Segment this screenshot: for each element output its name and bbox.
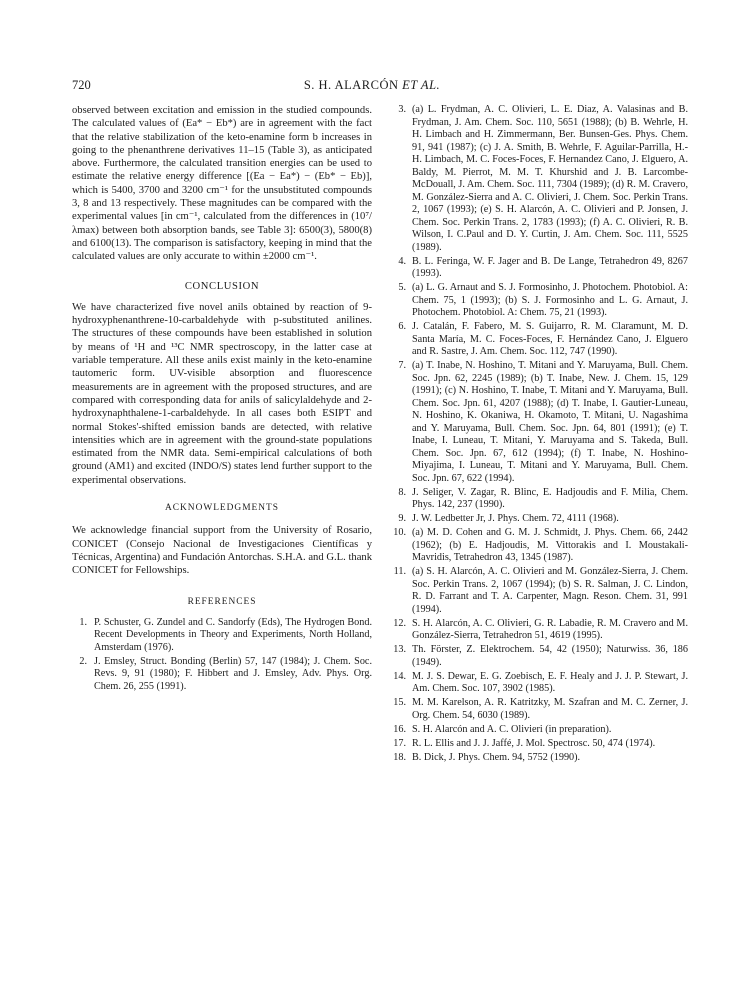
reference-number: 3. — [398, 104, 406, 115]
reference-number: 18. — [393, 751, 406, 763]
discussion-paragraph: observed between excitation and emission in the studied compounds. The calculated values of (Ea* − Eb*) are in agreement with the fact that the relative stabilization of the keto-enamine form b increases in going to the phenanthrene derivatives 11–15 (Table 3), as anticipated above. Furthermore, the calculated transition energies can be used to estimate the relative energy difference [(Ea − Ea*) − (Eb* − Eb)], which is 5400, 3700 and 3200 cm⁻¹ for the unsubstituted compounds 3, 8 and 13 respectively. These magnitudes can be compared with the experimental values [in cm⁻¹, calculated from the differences in (10⁷/λmax) between both absorption bands, see Table 3]: 6500(3), 5800(8) and 6100(13). The comparison is satisfactory, keeping in mind that the calculated values are only accurate to within ±2000 cm⁻¹. — [72, 105, 372, 263]
conclusion-text: We have characterized five novel anils obtained by reaction of 9-hydroxyphenanthrene-10-carbaldehyde with p-substituted anilines. The structures of these compounds have been established in solution by means of ¹H and ¹³C NMR spectroscopy, in the latter case at variable temperature. All these anils exist mainly in the keto-enamine tautomeric form. UV-visible absorption and fluorescence measurements are in agreement with the proposed structures, and are compared with corresponding data for anils of salicylaldehyde and 2-hydroxynaphthalene-1-carbaldehyde. In all cases both ESIPT and normal Stokes'-shifted emission bands are detected, with relative intensities which are in agreement with the ground-state populations estimated from the NMR data. Semi-empirical calculations of both ground (AM1) and excited (INDO/S) states lend further support to the experimental observations. — [72, 301, 372, 486]
reference-number: 13. — [393, 644, 406, 655]
reference-item — [388, 321, 688, 359]
reference-number: 4. — [398, 255, 406, 267]
reference-text: (a) L. Frydman, A. C. Olivieri, L. E. Diaz, A. Valasinas and B. Frydman, J. Am. Chem. Soc. 110, 5651 (1988); (b) B. Wehrle, H. H. Limbach and H. Zimmermann, Ber. Bunsen-Ges. Phys. Chem. 91, 941 (1987); (c) J. A. Smith, B. Wehrle, F. Aguilar-Parrilla, H.-H. Limbach, M. C. Foces-Foces, F. Hernandez Cano, J. Elguero, A. Baldy, M. Pierrot, M. M. T. Khurshid and J. B. Larcombe-McDouall, J. Am. Chem. Soc. 111, 7304 (1989); (d) R. M. Cravero, M. González-Sierra and A. C. Olivieri, J. Chem. Soc. Perkin Trans. 2, 1067 (1993); (e) S. H. Alarcón, A. C. Olivieri and P. Jonsen, J. Chem. Soc. Perkin Trans. 2, 1783 (1993); (f) A. C. Olivieri, R. B. Wilson, I. C.Paul and D. Y. Curtin, J. Am. Chem. Soc. 111, 5525 (1989). — [412, 104, 688, 253]
reference-item — [72, 617, 372, 655]
reference-text: J. Seliger, V. Zagar, R. Blinc, E. Hadjoudis and F. Milia, Chem. Phys. 142, 237 (1990). — [412, 486, 688, 510]
reference-item — [388, 697, 688, 722]
reference-text: (a) S. H. Alarcón, A. C. Olivieri and M. González-Sierra, J. Chem. Soc. Perkin Trans. 2, 1067 (1994); (b) S. R. Salman, J. C. Lindon, R. D. Farrant and T. A. Carpenter, Magn. Reson. Chem. 31, 991 (1994). — [412, 566, 688, 615]
reference-number: 8. — [398, 486, 406, 498]
running-title-etal: ET AL. — [402, 78, 441, 92]
reference-text: P. Schuster, G. Zundel and C. Sandorfy (Eds), The Hydrogen Bond. Recent Developments in Theory and Experiments, North Holland, Amsterdam (1976). — [94, 616, 372, 653]
reference-text: R. L. Ellis and J. J. Jaffé, J. Mol. Spectrosc. 50, 474 (1974). — [412, 737, 656, 749]
running-title — [72, 78, 672, 93]
reference-item — [388, 618, 688, 643]
reference-item — [388, 671, 688, 696]
conclusion-heading: CONCLUSION — [184, 280, 260, 292]
reference-item — [388, 752, 688, 765]
reference-text: J. Emsley, Struct. Bonding (Berlin) 57, 147 (1984); J. Chem. Soc. Revs. 9, 91 (1980); F. Hibbert and J. Emsley, Adv. Phys. Org. Chem. 26, 255 (1991). — [94, 655, 372, 692]
running-title-authors: S. H. ALARCÓN — [303, 78, 399, 92]
reference-number: 7. — [398, 360, 406, 371]
reference-text: J. Catalán, F. Fabero, M. S. Guijarro, R. M. Claramunt, M. D. Santa María, M. C. Foces-Foces, F. Hernández Cano, J. Elguero and R. Sastre, J. Am. Chem. Soc. 112, 747 (1990). — [412, 321, 688, 357]
reference-number: 15. — [393, 697, 406, 708]
acknowledgments-text: We acknowledge financial support from the University of Rosario, CONICET (Consejo Nacional de Investigaciones Científicas y Técnicas, Argentina) and Fundación Antorchas. S.H.A. and G.L. thank CONICET for Fellowships. — [72, 525, 372, 577]
reference-item — [388, 282, 688, 320]
reference-text: S. H. Alarcón, A. C. Olivieri, G. R. Labadie, R. M. Cravero and M. González-Sierra, Tetrahedron 51, 4619 (1995). — [412, 617, 688, 641]
reference-number: 6. — [398, 321, 406, 332]
reference-text: B. Dick, J. Phys. Chem. 94, 5752 (1990). — [412, 751, 581, 763]
running-head — [72, 78, 672, 94]
references-heading: REFERENCES — [187, 596, 257, 607]
reference-text: M. J. S. Dewar, E. G. Zoebisch, E. F. Healy and J. J. P. Stewart, J. Am. Chem. Soc. 107, 3902 (1985). — [412, 670, 688, 694]
reference-item — [388, 513, 688, 526]
reference-number: 1. — [79, 616, 87, 628]
reference-number: 5. — [398, 282, 406, 293]
reference-item — [388, 104, 688, 254]
acknowledgments-heading: ACKNOWLEDGMENTS — [165, 503, 279, 514]
reference-item — [72, 656, 372, 694]
reference-number: 14. — [393, 670, 406, 682]
reference-text: Th. Förster, Z. Elektrochem. 54, 42 (1950); Naturwiss. 36, 186 (1949). — [412, 644, 688, 668]
reference-number: 16. — [393, 723, 406, 735]
reference-text: (a) L. G. Arnaut and S. J. Formosinho, J. Photochem. Photobiol. A: Chem. 75, 1 (1993); (b) S. J. Formosinho and L. G. Arnaut, J. Photochem. Photobiol. A: Chem. 75, 21 (1993). — [412, 282, 688, 318]
page-number: 720 — [72, 78, 91, 92]
reference-number: 17. — [393, 737, 406, 749]
reference-text: S. H. Alarcón and A. C. Olivieri (in preparation). — [412, 723, 612, 735]
right-column — [388, 104, 688, 766]
reference-item — [388, 527, 688, 565]
reference-item — [388, 256, 688, 281]
reference-item — [388, 566, 688, 616]
reference-text: J. W. Ledbetter Jr, J. Phys. Chem. 72, 4111 (1968). — [412, 513, 619, 524]
reference-number: 2. — [79, 655, 87, 667]
reference-text: (a) T. Inabe, N. Hoshino, T. Mitani and Y. Maruyama, Bull. Chem. Soc. Jpn. 62, 2245 (1989); (b) T. Inabe, New. J. Chem. 15, 129 (1991); (c) N. Hoshino, T. Inabe, T. Mitani and Y. Maruyama, Bull. Chem. Soc. Jpn. 61, 4207 (1988); (d) T. Inabe, I. Gautier-Luneau, N. Hoshino, K. Okaniwa, H. Okamoto, T. Mitani, U. Nagashima and Y. Maruyama, Bull. Chem. Soc. Jpn. 64, 801 (1991); (e) T. Inabe, I. Luneau, T. Mitani, Y. Maruyama and S. Takeda, Bull. Chem. Soc. Jpn. 67, 612 (1994); (f) T. Inabe, N. Hoshino-Miyajima, I. Luneau, T. Mitani and Y. Maruyama, Bull. Chem. Soc. Jpn. 67, 622 (1994). — [412, 360, 688, 484]
reference-item — [388, 487, 688, 512]
reference-number: 11. — [393, 566, 406, 577]
reference-item — [388, 724, 688, 737]
reference-item — [388, 738, 688, 751]
reference-text: (a) M. D. Cohen and G. M. J. Schmidt, J. Phys. Chem. 66, 2442 (1962); (b) E. Hadjoudis, M. Vittorakis and I. Moustakali-Mavridis, Tetrahedron 43, 1345 (1987). — [412, 527, 688, 563]
reference-number: 9. — [398, 513, 406, 524]
left-column — [72, 104, 372, 695]
reference-number: 12. — [393, 617, 406, 629]
reference-number: 10. — [393, 527, 406, 538]
reference-text: M. M. Karelson, A. R. Katritzky, M. Szafran and M. C. Zerner, J. Org. Chem. 54, 6030 (1989). — [412, 697, 688, 721]
reference-text: B. L. Feringa, W. F. Jager and B. De Lange, Tetrahedron 49, 8267 (1993). — [412, 255, 688, 279]
reference-item — [388, 360, 688, 485]
reference-item — [388, 644, 688, 669]
